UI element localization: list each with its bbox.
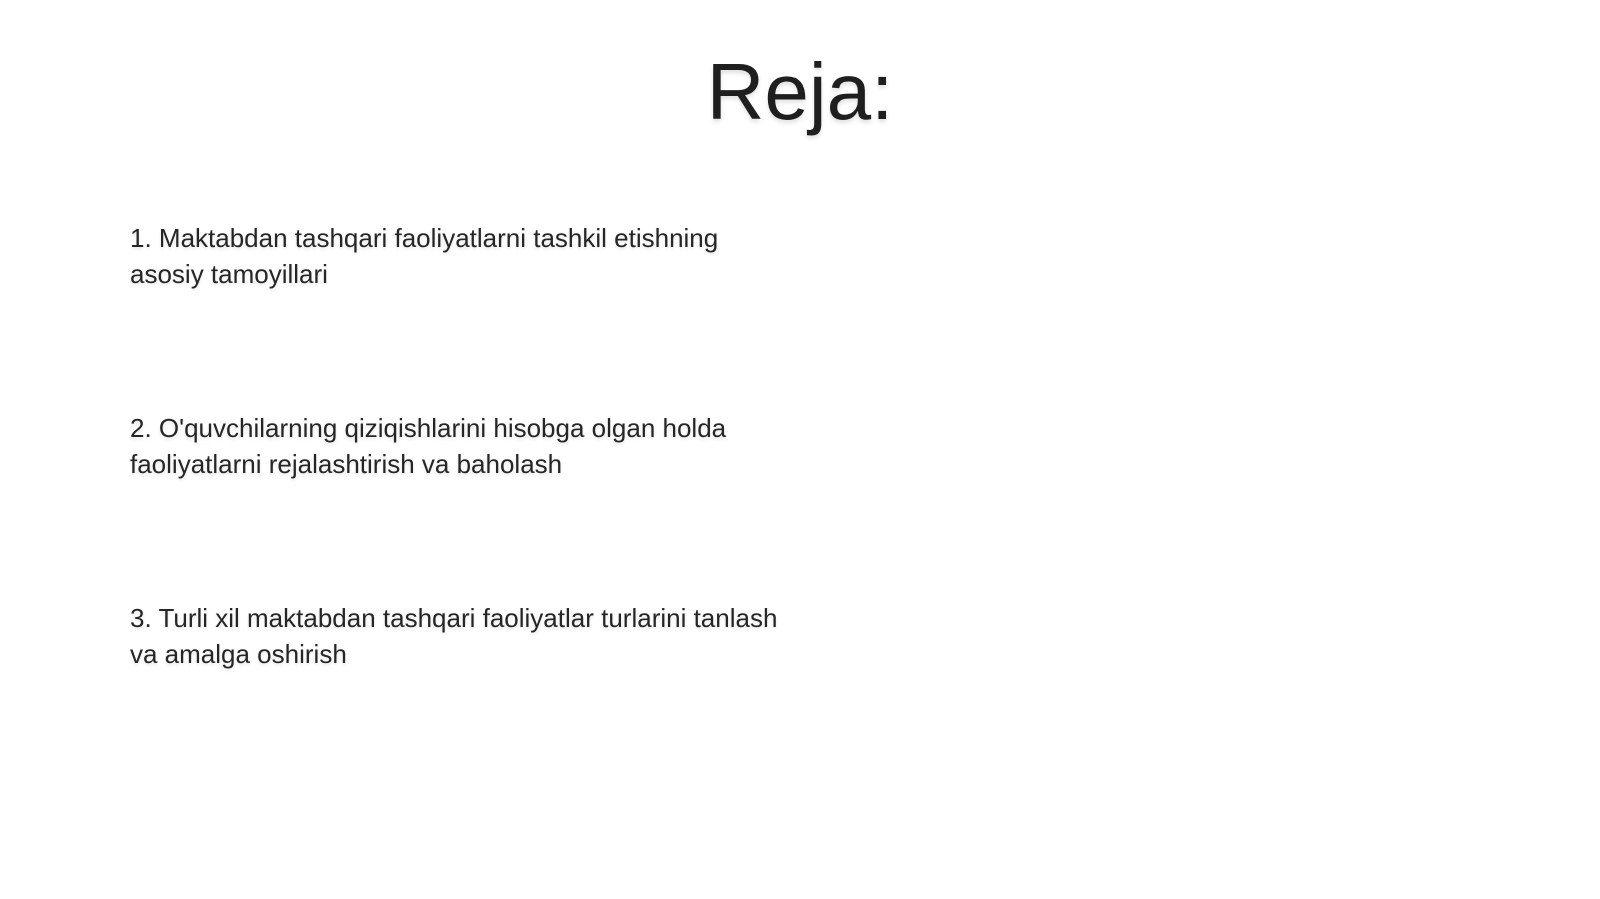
plan-item-2: 2. O'quvchilarning qiziqishlarini hisobga olgan holda faoliyatlarni rejalashtirish va baholash [130,413,727,479]
slide-title: Reja: [706,47,894,136]
plan-item-3: 3. Turli xil maktabdan tashqari faoliyatlar turlarini tanlash va amalga oshirish [130,603,778,669]
plan-item-1: 1. Maktabdan tashqari faoliyatlarni tashkil etishning asosiy tamoyillari [130,223,719,289]
